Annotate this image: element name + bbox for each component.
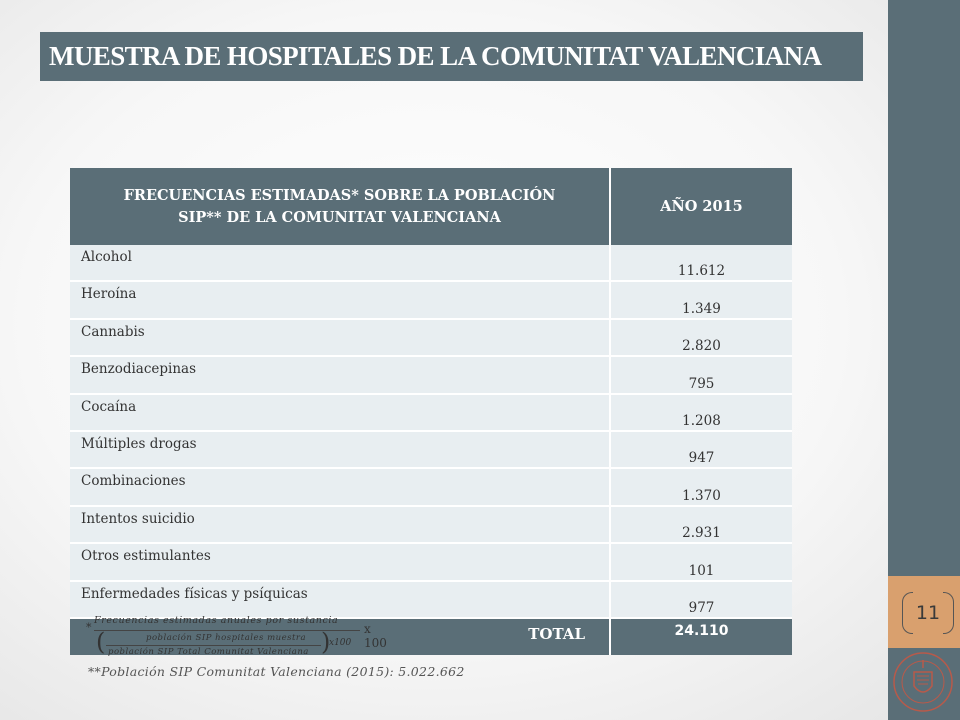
- table-row: [70, 245, 792, 281]
- row-label: Heroína: [70, 281, 610, 318]
- table-row: [70, 468, 792, 505]
- population-footnote: **Población SIP Comunitat Valenciana (2015): 5.022.662: [88, 664, 465, 679]
- header-year: AÑO 2015: [610, 168, 792, 245]
- page-title: MUESTRA DE HOSPITALES DE LA COMUNITAT VALENCIANA: [49, 41, 822, 71]
- row-value: 1.349: [610, 281, 792, 318]
- row-value: 1.208: [610, 394, 792, 431]
- left-paren-icon: (: [96, 628, 106, 656]
- row-value: 947: [610, 431, 792, 468]
- formula-inner-fraction-bar: [106, 645, 321, 646]
- left-bracket-icon: [902, 592, 913, 634]
- formula-numerator: Frecuencias estimadas anuales por sustancia: [94, 615, 339, 626]
- table-row: [70, 506, 792, 543]
- row-label: Múltiples drogas: [70, 431, 610, 468]
- formula-multiplier: x 100: [364, 622, 387, 650]
- total-value: 24.110: [610, 618, 792, 655]
- row-label: Enfermedades físicas y psíquicas: [70, 581, 610, 618]
- row-value: 11.612: [610, 245, 792, 281]
- header-line-1: FRECUENCIAS ESTIMADAS* SOBRE LA POBLACIÓN: [123, 186, 556, 204]
- row-label: Otros estimulantes: [70, 543, 610, 580]
- university-seal-icon: [891, 646, 955, 716]
- row-label: Benzodiacepinas: [70, 356, 610, 393]
- table-row: [70, 319, 792, 356]
- table-row: [70, 581, 792, 618]
- row-label: Combinaciones: [70, 468, 610, 505]
- table-row: [70, 281, 792, 318]
- formula-asterisk: *: [86, 621, 92, 634]
- page-number: [902, 590, 954, 636]
- header-line-2: SIP** DE LA COMUNITAT VALENCIANA: [178, 208, 501, 226]
- page-number-text: 11: [915, 602, 941, 624]
- right-bracket-icon: [943, 592, 954, 634]
- table-row: [70, 394, 792, 431]
- row-value: 2.931: [610, 506, 792, 543]
- formula-inner-denominator: población SIP Total Comunitat Valenciana: [108, 647, 309, 657]
- row-label: Alcohol: [70, 245, 610, 281]
- row-value: 2.820: [610, 319, 792, 356]
- row-value: 977: [610, 581, 792, 618]
- row-label: Cocaína: [70, 394, 610, 431]
- row-value: 1.370: [610, 468, 792, 505]
- title-bar: [40, 32, 863, 81]
- frequency-table: [70, 168, 792, 655]
- table-header-row: [70, 168, 792, 245]
- row-value: 795: [610, 356, 792, 393]
- formula-inner-numerator: población SIP hospitales muestra: [146, 633, 307, 643]
- formula-inner-multiplier: x100: [329, 638, 352, 648]
- total-label: TOTAL: [70, 618, 610, 655]
- table-row: [70, 543, 792, 580]
- table-row: [70, 431, 792, 468]
- row-label: Intentos suicidio: [70, 506, 610, 543]
- row-value: 101: [610, 543, 792, 580]
- row-label: Cannabis: [70, 319, 610, 356]
- right-paren-icon: ): [321, 628, 331, 656]
- header-frequencies: [70, 168, 610, 245]
- table-row: [70, 356, 792, 393]
